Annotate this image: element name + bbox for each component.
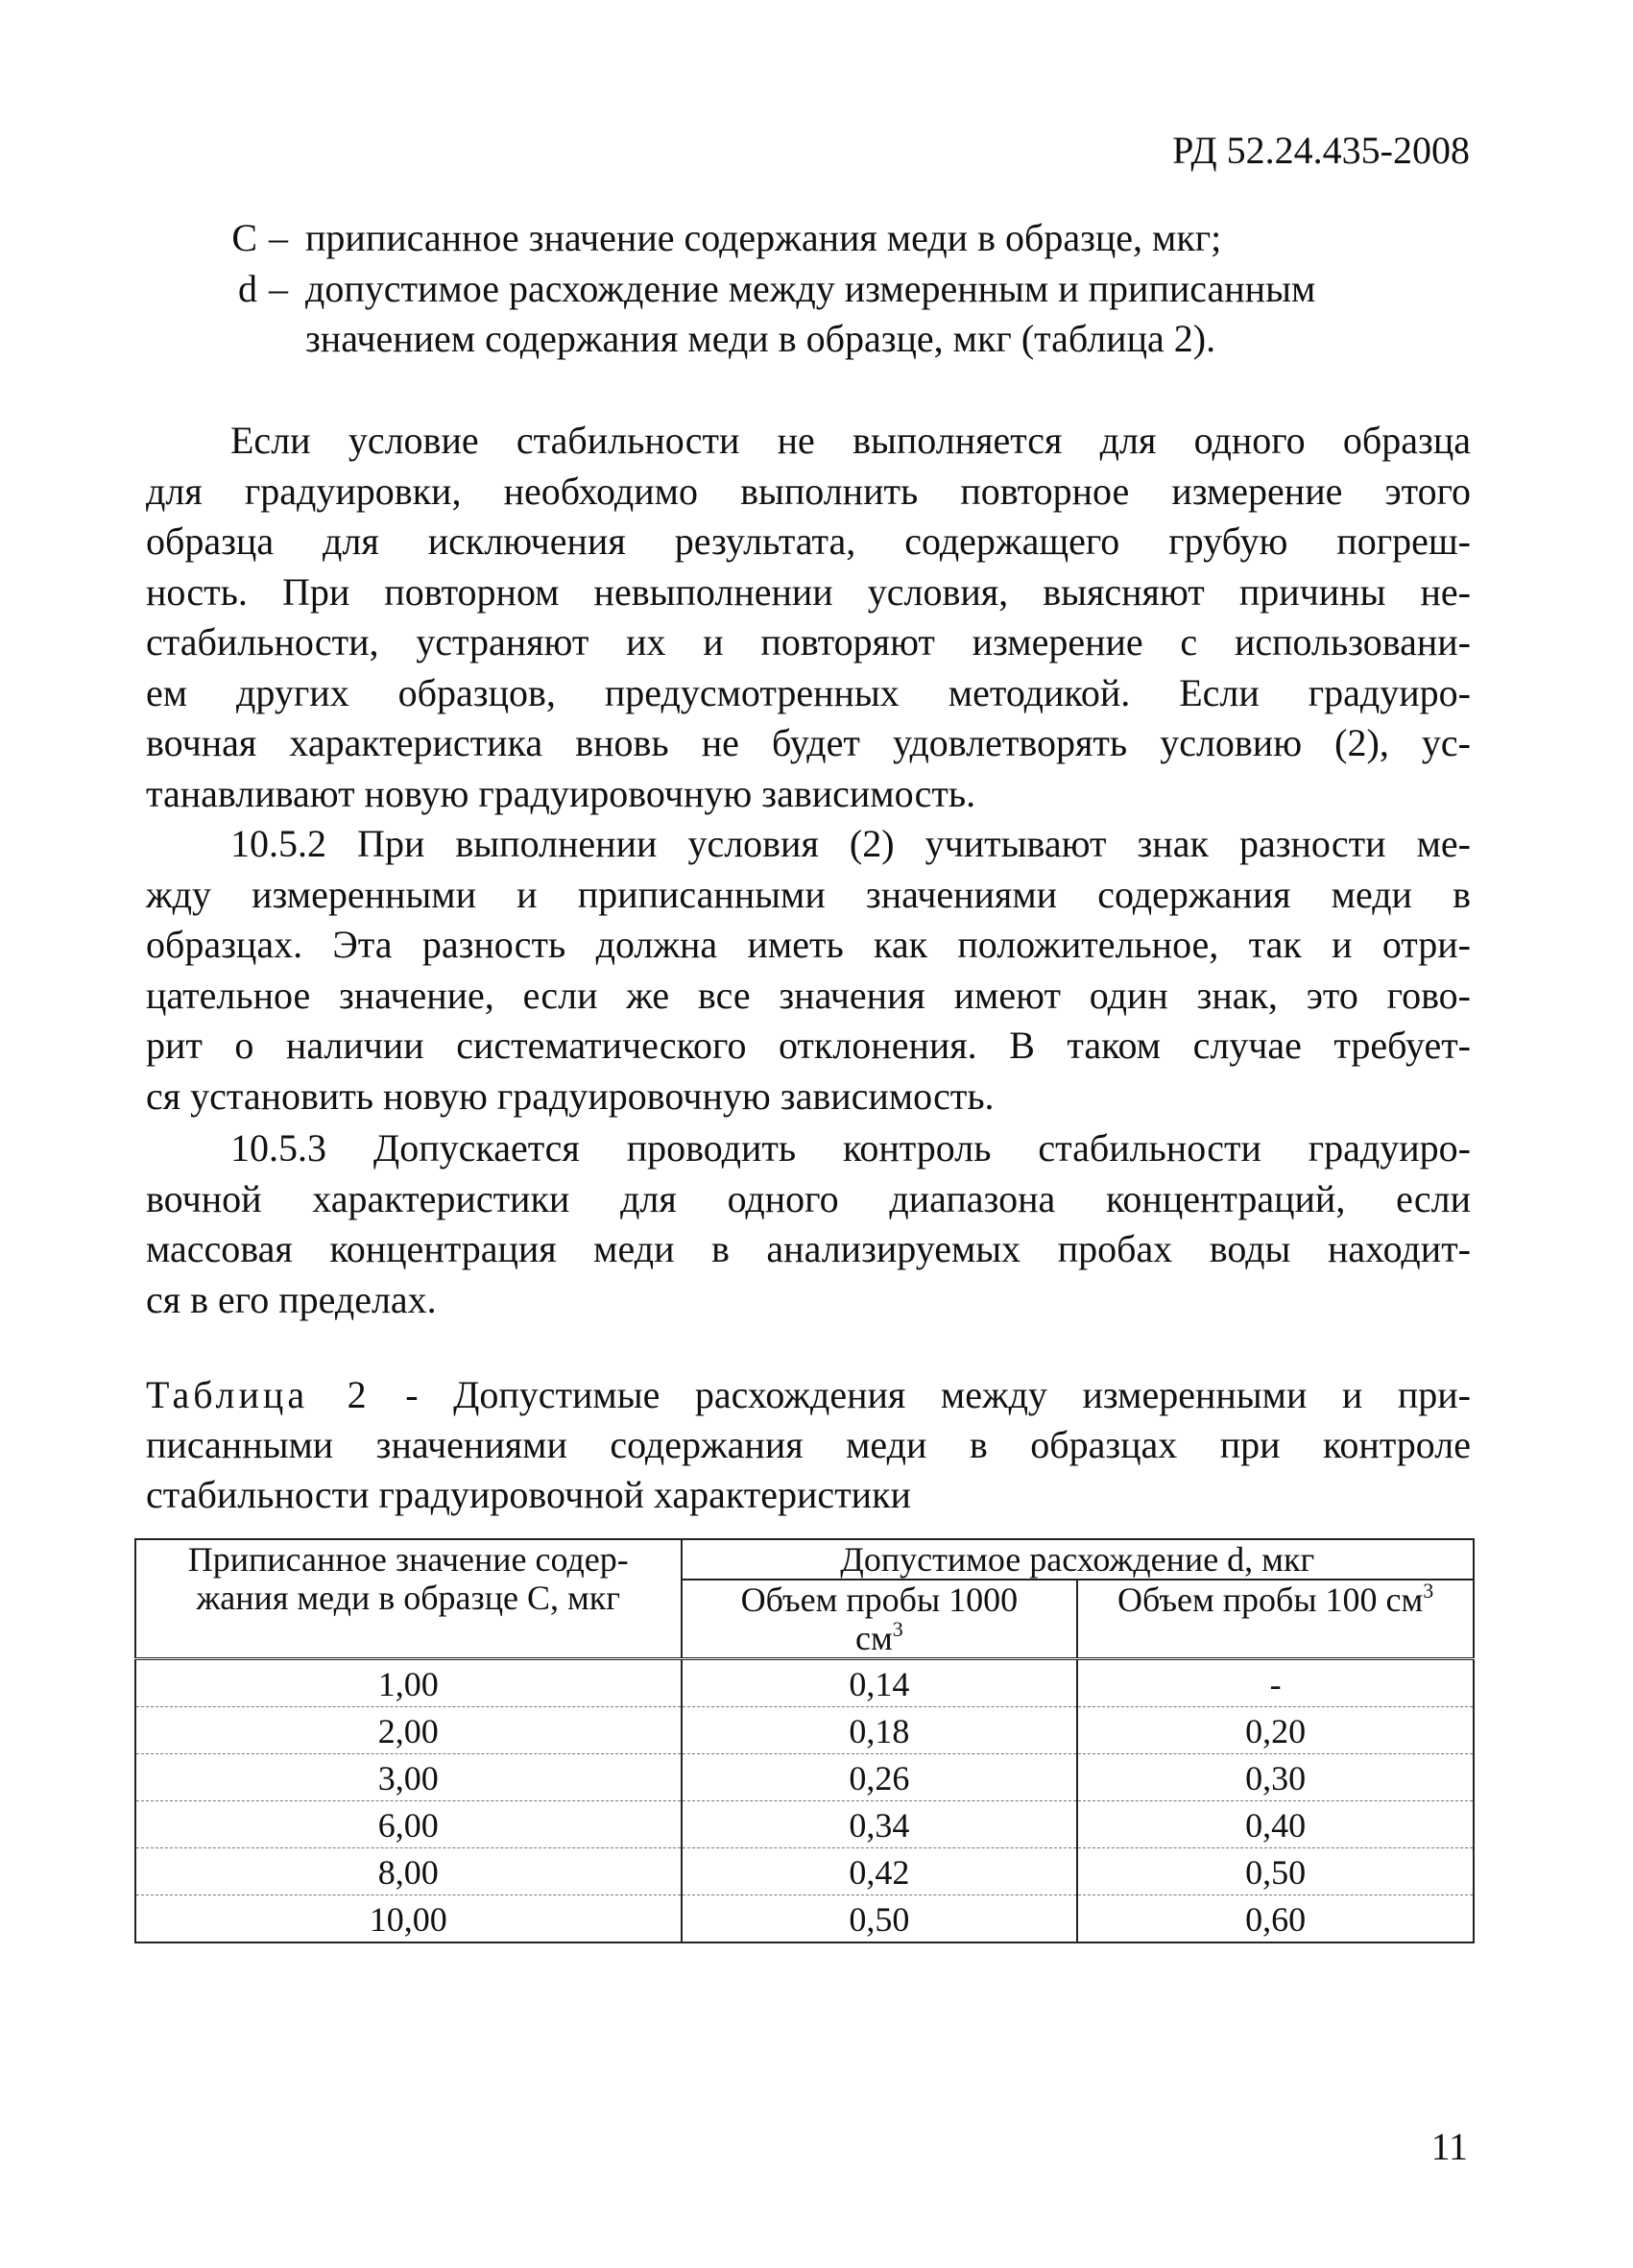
document-code-header: РД 52.24.435-2008 — [1172, 129, 1470, 172]
header-line: Объем пробы 1000 — [740, 1580, 1019, 1619]
caption-label: Таблица 2 — [146, 1373, 371, 1416]
paragraph-line: массовая концентрация меди в анализируемых пробах воды находит- — [146, 1227, 1471, 1270]
header-line: Приписанное значение содер- — [187, 1540, 629, 1579]
paragraph-line: 10.5.2 При выполнении условия (2) учитывают знак разности ме- — [230, 822, 1471, 865]
paragraph-line: танавливают новую градуировочную зависимость. — [146, 771, 976, 815]
paragraph-line: вочная характеристика вновь не будет удовлетворять условию (2), ус- — [146, 721, 1471, 764]
cell-deviation-100: 0,30 — [1077, 1754, 1474, 1801]
cell-assigned-value: 1,00 — [135, 1659, 682, 1707]
table-row — [135, 1659, 1474, 1707]
header-volume-100 — [1077, 1580, 1474, 1659]
header-line — [688, 1619, 1071, 1657]
cell-assigned-value: 2,00 — [135, 1707, 682, 1754]
definition-dash: – — [269, 267, 288, 310]
caption-text: - Допустимые расхождения между измеренными и при- — [370, 1373, 1472, 1416]
cell-deviation-100: 0,40 — [1077, 1801, 1474, 1848]
table-row — [135, 1801, 1474, 1848]
definition-text: приписанное значение содержания меди в образце, мкг; — [305, 216, 1222, 259]
cell-deviation-1000: 0,50 — [682, 1895, 1078, 1943]
table-row — [135, 1895, 1474, 1943]
paragraph-line: ем других образцов, предусмотренных методикой. Если градуиро- — [146, 670, 1471, 714]
paragraph-line: жду измеренными и приписанными значениями содержания меди в — [146, 872, 1471, 916]
table-row — [135, 1707, 1474, 1754]
caption-line: писанными значениями содержания меди в образцах при контроле — [146, 1423, 1471, 1466]
unit-text: см — [855, 1619, 893, 1657]
cell-deviation-100: - — [1077, 1659, 1474, 1707]
cell-deviation-100: 0,20 — [1077, 1707, 1474, 1754]
paragraph-line: Если условие стабильности не выполняется для одного образца — [230, 419, 1471, 462]
definition-symbol: С — [231, 216, 257, 259]
unit-superscript: 3 — [892, 1617, 903, 1641]
cell-deviation-1000: 0,18 — [682, 1707, 1078, 1754]
cell-deviation-100: 0,60 — [1077, 1895, 1474, 1943]
paragraph-line: образца для исключения результата, содержащего грубую погреш- — [146, 519, 1471, 563]
paragraph-line: ся установить новую градуировочную зависимость. — [146, 1074, 995, 1118]
definition-text — [305, 264, 1472, 364]
cell-assigned-value: 8,00 — [135, 1848, 682, 1895]
allowed-deviation-table — [134, 1538, 1475, 1943]
cell-assigned-value: 6,00 — [135, 1801, 682, 1848]
cell-deviation-1000: 0,14 — [682, 1659, 1078, 1707]
paragraph-10-5-3 — [146, 1123, 1471, 1325]
cell-deviation-1000: 0,42 — [682, 1848, 1078, 1895]
paragraph-line: ность. При повторном невыполнении условия, выясняют причины не- — [146, 569, 1471, 614]
paragraph-line: стабильности, устраняют их и повторяют измерение с использовани- — [146, 620, 1471, 664]
paragraph-10-5-2 — [146, 819, 1471, 1122]
definition-text-line: значением содержания меди в образце, мкг (таблица 2). — [305, 317, 1216, 360]
definition-dash: – — [269, 216, 288, 259]
paragraph-line: рит о наличии систематического отклонения. В таком случае требует- — [146, 1024, 1471, 1067]
caption-line: стабильности градуировочной характеристики — [146, 1473, 911, 1516]
table-caption — [146, 1370, 1471, 1520]
unit-superscript: 3 — [1423, 1579, 1434, 1603]
paragraph-line: вочной характеристики для одного диапазона концентраций, если — [146, 1176, 1471, 1220]
paragraph-line: ся в его пределах. — [146, 1277, 437, 1321]
page-number: 11 — [1430, 2125, 1468, 2168]
cell-deviation-1000: 0,26 — [682, 1754, 1078, 1801]
paragraph-line: цательное значение, если же все значения имеют один знак, это гово- — [146, 973, 1471, 1017]
header-volume-1000 — [682, 1580, 1078, 1659]
cell-deviation-1000: 0,34 — [682, 1801, 1078, 1848]
paragraph-stability-repeat — [146, 416, 1471, 819]
caption-line — [146, 1370, 1471, 1420]
header-line: жания меди в образце С, мкг — [196, 1579, 621, 1617]
definition-text-line: допустимое расхождение между измеренным и приписанным — [305, 267, 1316, 310]
cell-assigned-value: 3,00 — [135, 1754, 682, 1801]
header-assigned-value — [135, 1539, 682, 1659]
table-row — [135, 1754, 1474, 1801]
definition-symbol: d — [238, 267, 257, 310]
table-row — [135, 1848, 1474, 1895]
header-allowed-deviation: Допустимое расхождение d, мкг — [682, 1539, 1474, 1580]
unit-text: Объем пробы 100 см — [1117, 1580, 1424, 1619]
cell-assigned-value: 10,00 — [135, 1895, 682, 1943]
paragraph-line: 10.5.3 Допускается проводить контроль стабильности градуиро- — [230, 1126, 1471, 1170]
paragraph-line: образцах. Эта разность должна иметь как положительное, так и отри- — [146, 923, 1471, 966]
paragraph-line: для градуировки, необходимо выполнить повторное измерение этого — [146, 469, 1471, 513]
cell-deviation-100: 0,50 — [1077, 1848, 1474, 1895]
